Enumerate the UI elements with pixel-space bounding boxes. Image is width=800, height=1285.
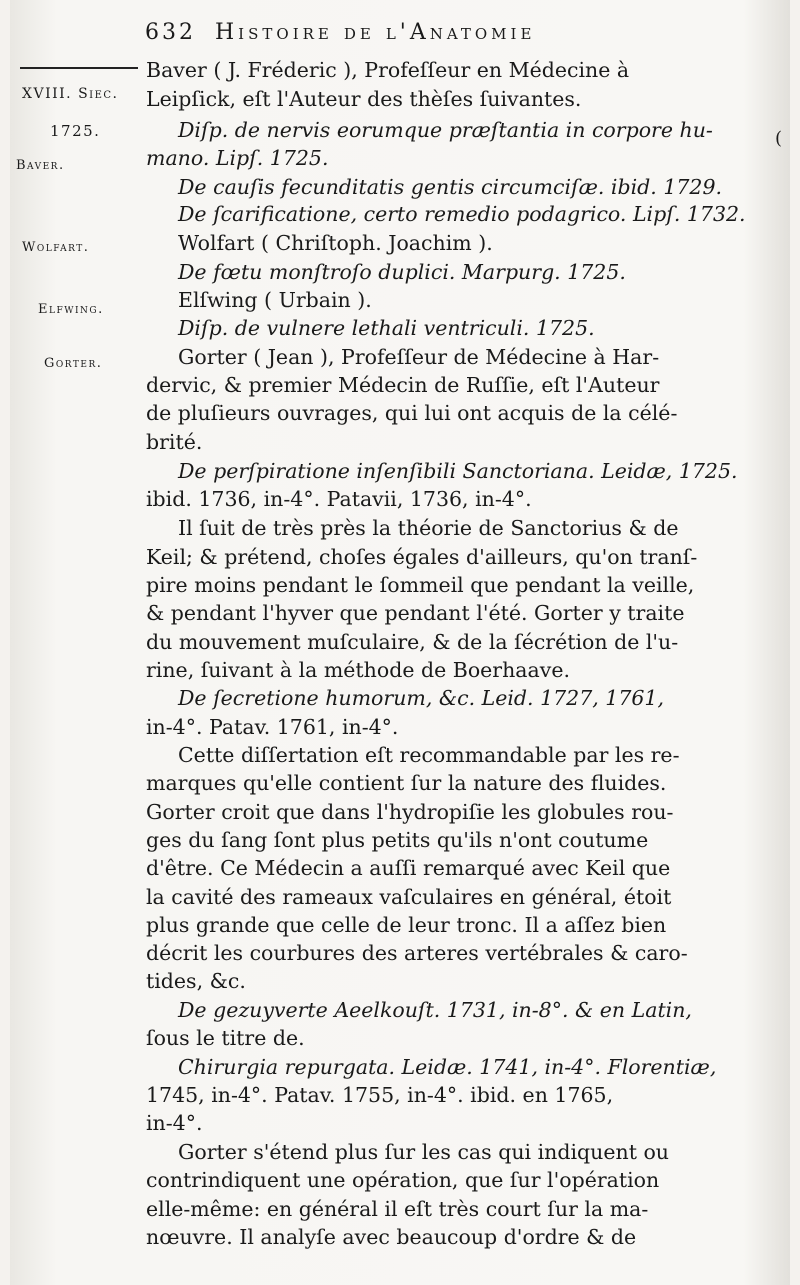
- text-line: ſous le titre de.: [146, 1026, 305, 1050]
- text-line: De perſpiratione inſenſibili Sanctoriana. Leidæ, 1725.: [178, 459, 738, 483]
- text-line: marques qu'elle contient ſur la nature des fluides.: [146, 771, 667, 795]
- text-line: Cette diſſertation eſt recommandable par les re-: [178, 743, 680, 767]
- text-line: Gorter croit que dans l'hydropiſie les globules rou-: [146, 800, 674, 824]
- text-line: 1745, in-4°. Patav. 1755, in-4°. ibid. en 1765,: [146, 1083, 614, 1107]
- text-line: ibid. 1736, in-4°. Patavii, 1736, in-4°.: [146, 487, 532, 511]
- text-line: in-4°. Patav. 1761, in-4°.: [146, 715, 399, 739]
- text-line: De gezuyverte Aeelkouſt. 1731, in-8°. & en Latin,: [178, 998, 692, 1022]
- text-line: De ſecretione humorum, &c. Leid. 1727, 1761,: [178, 686, 664, 710]
- margin-note-gorter: Gorter.: [44, 356, 103, 371]
- text-line: Leipſick, eſt l'Auteur des thèſes ſuivantes.: [146, 87, 582, 111]
- text-line: De fœtu monſtroſo duplici. Marpurg. 1725.: [178, 260, 626, 284]
- page-number: 632: [145, 20, 196, 45]
- text-line: Il ſuit de très près la théorie de Sanctorius & de: [178, 516, 679, 540]
- running-title: Histoire de l'Anatomie: [215, 20, 536, 45]
- page-header: [145, 20, 745, 56]
- text-line: De ſcarificatione, certo remedio podagrico. Lipſ. 1732.: [178, 202, 746, 226]
- margin-note-century: XVIII. Siec.: [22, 86, 119, 102]
- margin-note-baver: Baver.: [16, 158, 65, 173]
- text-line: de pluſieurs ouvrages, qui lui ont acquis de la célé-: [146, 401, 678, 425]
- text-line: du mouvement muſculaire, & de la ſécrétion de l'u-: [146, 630, 679, 654]
- text-line: in-4°.: [146, 1111, 203, 1135]
- text-line: Gorter ( Jean ), Profeſſeur de Médecine à Har-: [178, 345, 660, 369]
- margin-note-year: 1725.: [50, 122, 101, 140]
- margin-note-wolfart: Wolfart.: [22, 240, 90, 255]
- text-line: mano. Lipſ. 1725.: [146, 146, 329, 170]
- margin-note-elfwing: Elfwing.: [38, 302, 104, 317]
- text-line: Diſp. de vulnere lethali ventriculi. 1725.: [178, 316, 595, 340]
- text-line: & pendant l'hyver que pendant l'été. Gorter y traite: [146, 601, 685, 625]
- text-line: Baver ( J. Fréderic ), Profeſſeur en Médecine à: [146, 58, 630, 82]
- text-line: ges du ſang ſont plus petits qu'ils n'ont coutume: [146, 828, 649, 852]
- text-line: Gorter s'étend plus ſur les cas qui indiquent ou: [178, 1140, 669, 1164]
- text-line: nœuvre. Il analyſe avec beaucoup d'ordre & de: [146, 1225, 637, 1249]
- text-line: brité.: [146, 430, 203, 454]
- text-line: elle-même: en général il eſt très court ſur la ma-: [146, 1197, 649, 1221]
- text-line: la cavité des rameaux vaſculaires en général, étoit: [146, 885, 672, 909]
- text-line: dervic, & premier Médecin de Ruſſie, eſt l'Auteur: [146, 373, 660, 397]
- header-rule: [20, 67, 138, 69]
- text-line: Wolfart ( Chriſtoph. Joachim ).: [178, 231, 493, 255]
- text-line: Diſp. de nervis eorumque præſtantia in corpore hu-: [178, 118, 713, 142]
- text-line: Chirurgia repurgata. Leidæ. 1741, in-4°. Florentiæ,: [178, 1055, 717, 1079]
- text-line: De cauſis fecunditatis gentis circumciſæ. ibid. 1729.: [178, 175, 723, 199]
- edge-mark: (: [774, 128, 782, 149]
- text-line: plus grande que celle de leur tronc. Il a aſſez bien: [146, 913, 667, 937]
- text-line: contrindiquent une opération, que ſur l'opération: [146, 1168, 660, 1192]
- text-line: Elſwing ( Urbain ).: [178, 288, 372, 312]
- text-line: décrit les courbures des arteres vertébrales & caro-: [146, 941, 688, 965]
- text-line: pire moins pendant le ſommeil que pendant la veille,: [146, 573, 695, 597]
- text-line: Keil; & prétend, choſes égales d'ailleurs, qu'on tranſ-: [146, 545, 698, 569]
- text-line: rine, ſuivant à la méthode de Boerhaave.: [146, 658, 570, 682]
- text-line: tides, &c.: [146, 969, 246, 993]
- text-line: d'être. Ce Médecin a auſſi remarqué avec Keil que: [146, 856, 671, 880]
